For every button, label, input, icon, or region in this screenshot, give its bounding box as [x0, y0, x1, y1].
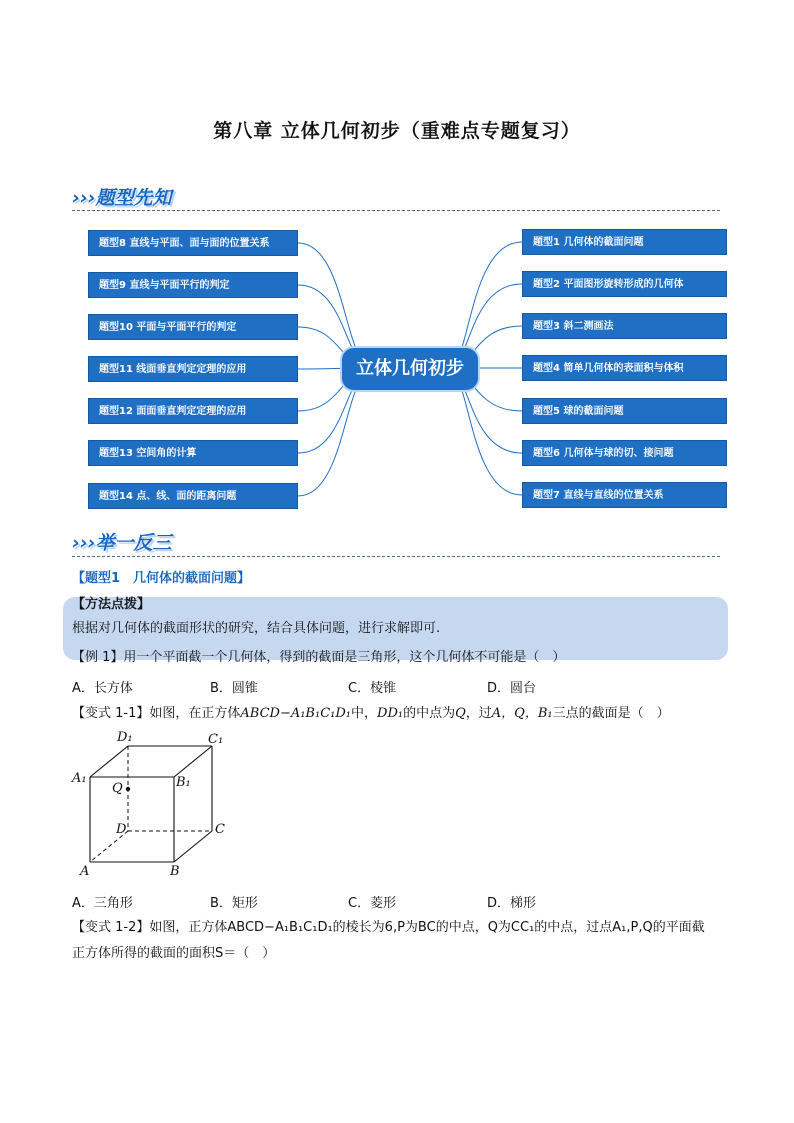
example-tag: 【例 1】	[72, 650, 124, 665]
math-cube: ABCD−A₁B₁C₁D₁	[240, 706, 351, 721]
method-heading: 【方法点拨】	[72, 597, 151, 612]
option-b: B．矩形	[210, 896, 258, 911]
option-d: D．梯形	[487, 896, 537, 911]
math-points: A，Q，B₁	[491, 706, 553, 721]
mindmap-node-right-2: 题型2 平面图形旋转形成的几何体	[522, 271, 727, 297]
mindmap-center-node: 立体几何初步	[340, 346, 480, 392]
question-text: ，过	[465, 706, 492, 721]
label-d1: D₁	[117, 730, 133, 745]
label-b1: B₁	[176, 775, 191, 790]
mindmap-node-left-2: 题型9 直线与平面平行的判定	[88, 272, 298, 298]
variant-tag: 【变式 1-2】	[72, 920, 150, 935]
mindmap-node-right-6: 题型6 几何体与球的切、接问题	[522, 440, 727, 466]
mindmap-node-right-3: 题型3 斜二测画法	[522, 313, 727, 339]
method-text: 根据对几何体的截面形状的研究，结合具体问题，进行求解即可.	[72, 621, 441, 636]
section-arrows: ›››	[72, 532, 96, 554]
variant-1-2-question-line2: 正方体所得的截面的面积S＝（ ）	[72, 946, 276, 961]
mindmap-node-right-4: 题型4 简单几何体的表面积与体积	[522, 355, 727, 381]
point-q	[126, 787, 130, 791]
page-title: 第八章 立体几何初步（重难点专题复习）	[213, 120, 581, 142]
label-d: D	[116, 822, 127, 837]
question-text: 的中点为	[403, 706, 456, 721]
option-a: A．长方体	[72, 681, 133, 696]
mindmap-node-right-7: 题型7 直线与直线的位置关系	[522, 482, 727, 508]
label-q: Q	[112, 781, 123, 796]
mindmap-node-left-7: 题型14 点、线、面的距离问题	[88, 483, 298, 509]
option-b: B．圆锥	[210, 681, 258, 696]
label-a: A	[80, 864, 90, 879]
section-arrows: ›››	[72, 187, 96, 209]
example-text: 用一个平面截一个几何体，得到的截面是三角形，这个几何体不可能是（ ）	[123, 650, 566, 665]
question-text: 如图，正方体ABCD−A₁B₁C₁D₁的棱长为6,P为BC的中点，Q为CC₁的中点，过点A₁,P,Q的平面截	[149, 920, 705, 935]
mindmap-node-left-5: 题型12 面面垂直判定定理的应用	[88, 398, 298, 424]
section-label: 举一反三	[95, 532, 172, 554]
label-c1: C₁	[208, 732, 224, 747]
variant-tag: 【变式 1-1】	[72, 706, 150, 721]
label-a1: A₁	[72, 771, 87, 786]
label-b: B	[170, 864, 180, 879]
variant-1-2-question-line1	[72, 919, 705, 937]
math-edge: DD₁	[377, 706, 404, 721]
edge-A1D1	[90, 746, 128, 777]
option-a: A．三角形	[72, 896, 133, 911]
mindmap-node-right-1: 题型1 几何体的截面问题	[522, 229, 727, 255]
section-label: 题型先知	[95, 187, 172, 209]
question-text: 三点的截面是（ ）	[552, 706, 670, 721]
question-text: 如图，在正方体	[149, 706, 241, 721]
option-d: D．圆台	[487, 681, 537, 696]
option-c: C．棱锥	[348, 681, 397, 696]
question-text: 中，	[351, 706, 378, 721]
mindmap-node-left-6: 题型13 空间角的计算	[88, 440, 298, 466]
topic-heading: 【题型1 几何体的截面问题】	[72, 571, 251, 586]
mindmap-node-left-3: 题型10 平面与平面平行的判定	[88, 314, 298, 340]
label-c: C	[215, 822, 225, 837]
mindmap-node-right-5: 题型5 球的截面问题	[522, 398, 727, 424]
mindmap-node-left-1: 题型8 直线与平面、面与面的位置关系	[88, 230, 298, 256]
edge-B1C1	[174, 746, 212, 777]
mindmap-node-left-4: 题型11 线面垂直判定定理的应用	[88, 356, 298, 382]
edge-BC	[174, 831, 212, 862]
option-c: C．菱形	[348, 896, 397, 911]
math-point: Q	[455, 706, 466, 721]
